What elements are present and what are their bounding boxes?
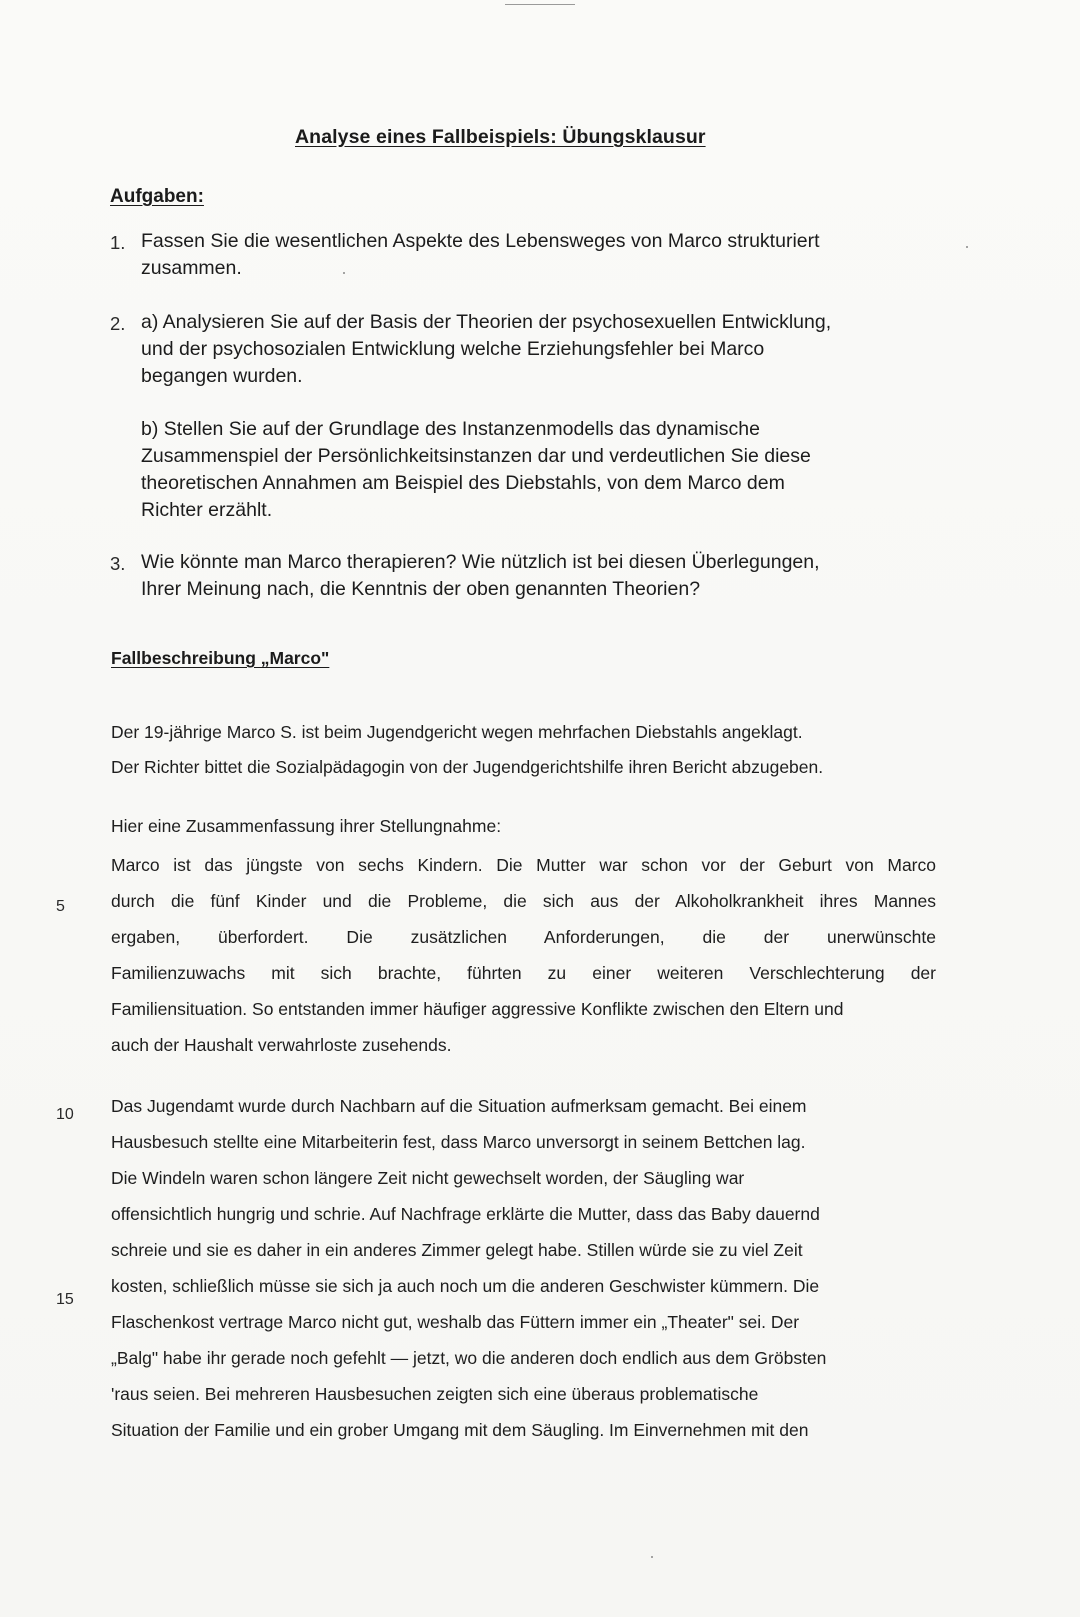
paragraph-line: Hausbesuch stellte eine Mitarbeiterin fest, dass Marco unversorgt in seinem Bettchen lag. bbox=[111, 1132, 806, 1152]
task-number-1: 1. bbox=[110, 232, 126, 253]
task-2b-line: Zusammenspiel der Persönlichkeitsinstanzen dar und verdeutlichen Sie diese bbox=[141, 445, 811, 467]
scan-speck bbox=[966, 246, 968, 248]
task-2b-line: Richter erzählt. bbox=[141, 499, 273, 521]
task-1-line: Fassen Sie die wesentlichen Aspekte des Lebensweges von Marco strukturiert bbox=[141, 230, 820, 252]
line-number: 15 bbox=[56, 1291, 74, 1308]
summary-intro: Hier eine Zusammenfassung ihrer Stellungnahme: bbox=[111, 816, 502, 836]
paragraph-line: offensichtlich hungrig und schrie. Auf Nachfrage erklärte die Mutter, dass das Baby dauernd bbox=[111, 1204, 820, 1224]
task-2b-line: theoretischen Annahmen am Beispiel des Diebstahls, von dem Marco dem bbox=[141, 472, 785, 494]
paragraph-line: Die Windeln waren schon längere Zeit nicht gewechselt worden, der Säugling war bbox=[111, 1168, 745, 1188]
paragraph-1 bbox=[111, 847, 936, 1063]
paragraph-line: durch die fünf Kinder und die Probleme, die sich aus der Alkoholkrankheit ihres Mannes bbox=[111, 891, 936, 911]
paragraph-line: auch der Haushalt verwahrloste zusehends. bbox=[111, 1035, 452, 1055]
paragraph-line: kosten, schließlich müsse sie sich ja auch noch um die anderen Geschwister kümmern. Die bbox=[111, 1276, 820, 1296]
scan-speck bbox=[651, 1556, 653, 1558]
document-title: Analyse eines Fallbeispiels: Übungsklausur bbox=[295, 126, 706, 148]
paragraph-line: Flaschenkost vertrage Marco nicht gut, weshalb das Füttern immer ein „Theater" sei. Der bbox=[111, 1312, 800, 1332]
paragraph-line: schreie und sie es daher in ein anderes Zimmer gelegt habe. Stillen würde sie zu viel Zeit bbox=[111, 1240, 803, 1260]
task-1-text bbox=[141, 228, 820, 282]
intro-line: Der Richter bittet die Sozialpädagogin von der Jugendgerichtshilfe ihren Bericht abzugeben. bbox=[111, 757, 824, 777]
paragraph-line: „Balg" habe ihr gerade noch gefehlt — jetzt, wo die anderen doch endlich aus dem Gröbsten bbox=[111, 1348, 827, 1368]
task-1-line: zusammen. bbox=[141, 257, 242, 279]
case-heading: Fallbeschreibung „Marco" bbox=[111, 648, 330, 668]
paragraph-line: Situation der Familie und ein grober Umgang mit dem Säugling. Im Einvernehmen mit den bbox=[111, 1420, 809, 1440]
line-number: 10 bbox=[56, 1106, 74, 1123]
intro-line: Der 19-jährige Marco S. ist beim Jugendgericht wegen mehrfachen Diebstahls angeklagt. bbox=[111, 722, 803, 742]
task-2b-text bbox=[141, 416, 811, 524]
paragraph-line: 'raus seien. Bei mehreren Hausbesuchen zeigten sich eine überaus problematische bbox=[111, 1384, 759, 1404]
paragraph-line: Das Jugendamt wurde durch Nachbarn auf die Situation aufmerksam gemacht. Bei einem bbox=[111, 1096, 807, 1116]
paragraph-line: Familienzuwachs mit sich brachte, führten zu einer weiteren Verschlechterung der bbox=[111, 963, 936, 983]
task-number-2: 2. bbox=[110, 313, 126, 334]
paragraph-line: ergaben, überfordert. Die zusätzlichen Anforderungen, die der unerwünschte bbox=[111, 927, 936, 947]
scan-speck bbox=[343, 272, 345, 274]
top-rule bbox=[505, 4, 575, 5]
tasks-heading: Aufgaben: bbox=[110, 186, 204, 207]
task-2a-text bbox=[141, 309, 831, 390]
task-3-line: Ihrer Meinung nach, die Kenntnis der oben genannten Theorien? bbox=[141, 578, 701, 600]
task-2b-line: b) Stellen Sie auf der Grundlage des Instanzenmodells das dynamische bbox=[141, 418, 760, 440]
task-2a-line: und der psychosozialen Entwicklung welche Erziehungsfehler bei Marco bbox=[141, 338, 765, 360]
task-2a-line: begangen wurden. bbox=[141, 365, 303, 387]
task-2a-line: a) Analysieren Sie auf der Basis der Theorien der psychosexuellen Entwicklung, bbox=[141, 311, 832, 333]
paragraph-2 bbox=[111, 1088, 936, 1448]
paragraph-line: Marco ist das jüngste von sechs Kindern. Die Mutter war schon vor der Geburt von Marco bbox=[111, 855, 936, 875]
line-number: 5 bbox=[56, 898, 65, 915]
task-number-3: 3. bbox=[110, 553, 126, 574]
task-3-line: Wie könnte man Marco therapieren? Wie nützlich ist bei diesen Überlegungen, bbox=[141, 551, 820, 573]
task-3-text bbox=[141, 549, 820, 603]
paragraph-line: Familiensituation. So entstanden immer häufiger aggressive Konflikte zwischen den Eltern und bbox=[111, 999, 844, 1019]
